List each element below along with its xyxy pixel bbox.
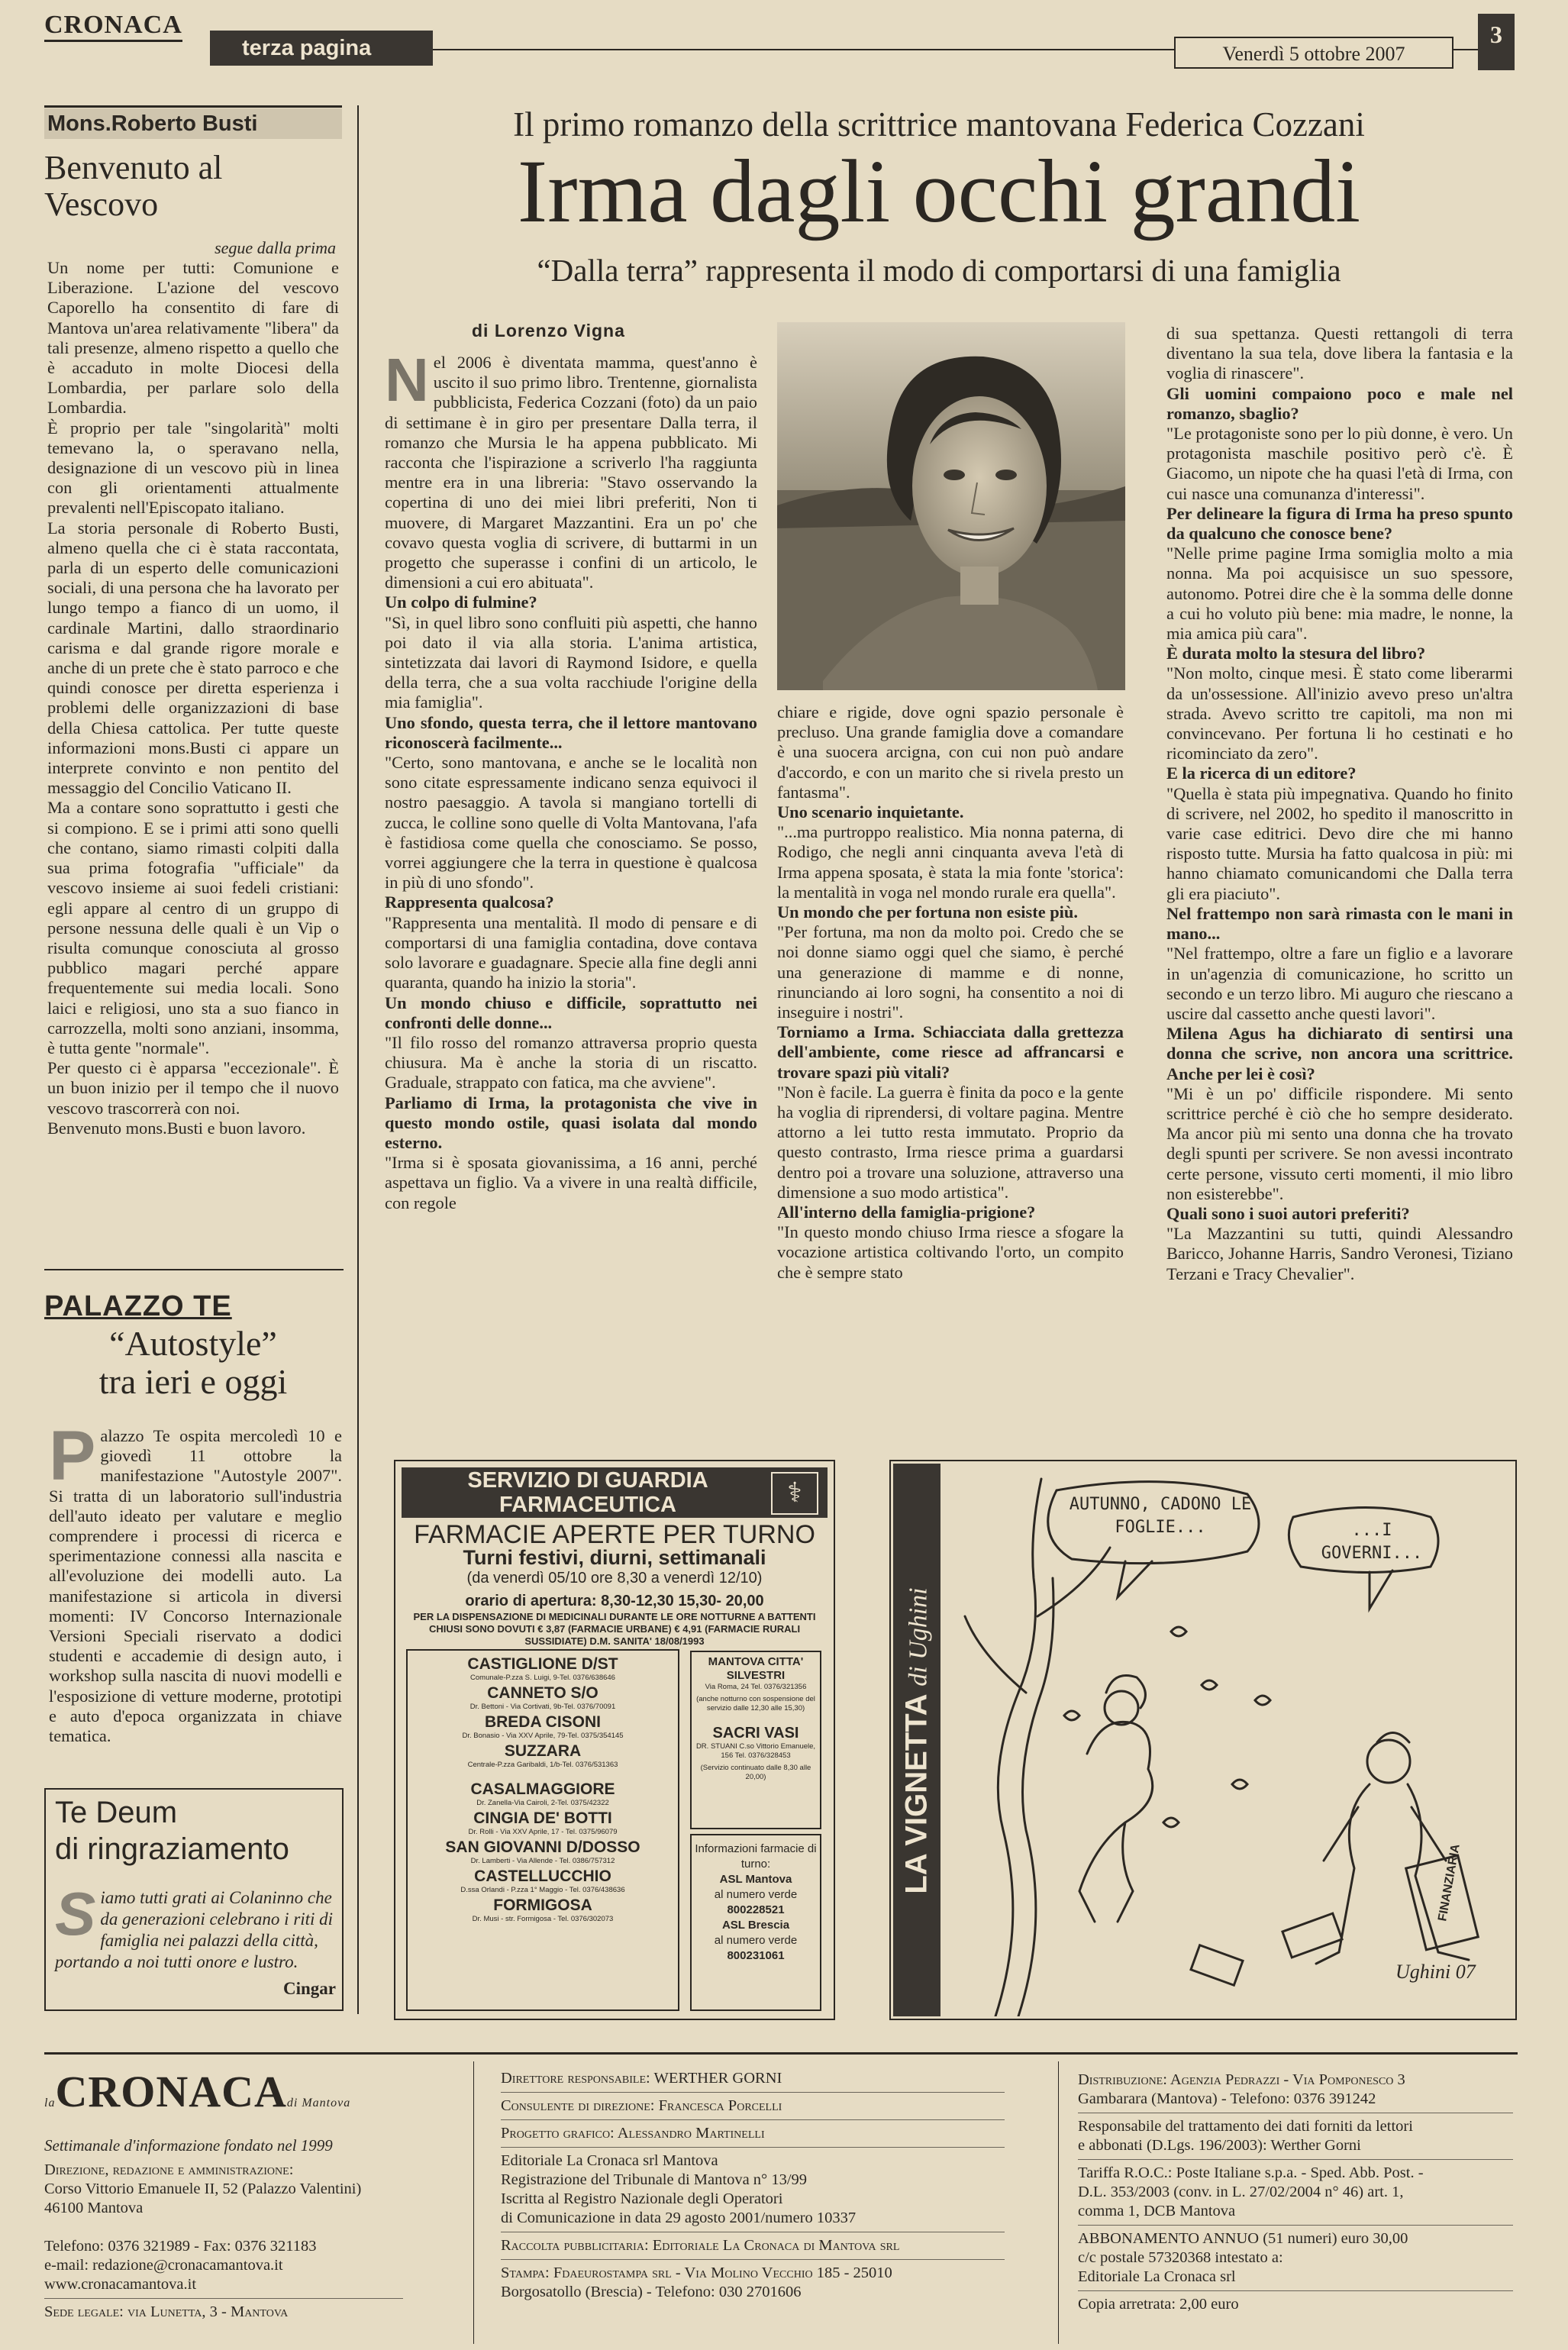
cartoon-signature: Ughini 07 (1395, 1961, 1476, 1983)
te-deum-signature: Cingar (283, 1979, 336, 1998)
interview-answer: "Le protagoniste sono per lo più donne, è vero. Un protagonista maschile positivo però c'è. È Giacomo, un nipote che ha quasi l'età di Irma, con cui nasce una comunanza d'interessi". (1166, 424, 1513, 503)
footer-line: Corso Vittorio Emanuele II, 52 (Palazzo Valentini) (44, 2181, 362, 2197)
interview-question: Parliamo di Irma, la protagonista che vive in questo mondo ostile, quasi isolata dal mondo esterno. (385, 1093, 757, 1152)
interview-answer: "Per fortuna, ma non da molto poi. Credo che se noi donne siamo oggi quel che siamo, è perché una generazione di mamme e di nonne, rinunciando ai loro sogni, ha consentito a noi di inseguire i nostri". (777, 922, 1124, 1022)
pharmacy-entry (408, 1896, 678, 1924)
pharmacy-period: (da venerdì 05/10 ore 8,30 a venerdì 12/10) (466, 1570, 763, 1587)
footer-logo-di: di Mantova (286, 2097, 351, 2110)
footer-separator (501, 2147, 1005, 2148)
pharmacy-header-line1: SERVIZIO DI GUARDIA (467, 1468, 708, 1493)
palazzo-te-title (44, 1325, 342, 1401)
column-divider (357, 105, 359, 2014)
pharmacy-town: CANNETO S/O (487, 1684, 598, 1702)
left-column-rule (44, 105, 342, 108)
palazzo-te-label: PALAZZO TE (44, 1290, 232, 1322)
pharmacy-entry (408, 1684, 678, 1712)
footer-line: ABBONAMENTO ANNUO (51 numeri) euro 30,00 (1078, 2230, 1408, 2247)
pharmacy-list (406, 1649, 679, 2011)
pharmacy-town: CASTIGLIONE D/ST (467, 1655, 618, 1673)
footer-line: Consulente di direzione: Francesca Porcelli (501, 2097, 782, 2114)
paper-left (1282, 1913, 1342, 1958)
footer-line: Direzione, redazione e amministrazione: (44, 2161, 294, 2178)
cartoon-label: LA VIGNETTA (899, 1694, 934, 1894)
footer-line: di Comunicazione in data 29 agosto 2001/numero 10337 (501, 2210, 857, 2226)
footer-line: 46100 Mantova (44, 2200, 144, 2216)
sacri-vasi-note: (Servizio continuato dalle 8,30 alle 20,00) (700, 1764, 811, 1781)
article-dropcap: N (385, 346, 429, 414)
editorial-paragraph: Un nome per tutti: Comunione e Liberazione. L'azione del vescovo Caporello ha consentito di fare di Mantova un'area relativamente "libera" da tali presenze, almeno rispetto a quello che è accaduto in molte Diocesi della Lombardia, per parlare solo della Lombardia. (47, 258, 339, 418)
footer-line: Editoriale La Cronaca srl Mantova (501, 2152, 718, 2169)
pharmacy-info-line: ASL Mantova (719, 1873, 792, 1886)
footer-line: Distribuzione: Agenzia Pedrazzi - Via Pomponesco 3 (1078, 2071, 1405, 2088)
footer-separator (44, 2298, 403, 2299)
footer-line: D.L. 353/2003 (conv. in L. 27/02/2004 n° 46) art. 1, (1078, 2184, 1404, 2200)
footer-divider-1 (473, 2061, 474, 2344)
editorial-paragraph: Per questo ci è apparsa "eccezionale". È un buon inizio per il tempo che il nuovo vescovo trascorrerà con noi. (47, 1058, 339, 1118)
woman-figure (1079, 1722, 1153, 1922)
footer-line: Progetto grafico: Alessandro Martinelli (501, 2125, 765, 2142)
pharmacy-info-line: al numero verde (714, 1888, 798, 1901)
pharmacy-town: CINGIA DE' BOTTI (473, 1809, 612, 1827)
footer-line: Responsabile del trattamento dei dati forniti da lettori (1078, 2118, 1413, 2135)
footer-line: Registrazione del Tribunale di Mantova n° 13/99 (501, 2171, 808, 2188)
interview-answer: "Certo, sono mantovana, e anche se le località non sono citate espressamente indicano senza equivoci il nostro paesaggio. A tavola si mangiano tortelli di zucca, le colline sono quelle di Volta Mantovana, l'afa è fastidiosa come quella che conosciamo. Se posso, vorrei aggiungere che la terra in questione è qualcosa in più di uno sfondo". (385, 753, 757, 893)
footer-separator (501, 2092, 1005, 2093)
interview-answer: "Mi è un po' difficile rispondere. Mi sento scrittrice perché è ciò che ho sempre desiderato. Ma ancor più mi sento una donna che ha trovato degli spunti per scrivere. Se non avessi incontrato certe persone, vissuto certi momenti, il mio libro non esisterebbe". (1166, 1083, 1513, 1203)
footer-line: Editoriale La Cronaca srl (1078, 2268, 1236, 2285)
footer-logo-text: CRONACA (55, 2067, 287, 2116)
editorial-paragraph: La storia personale di Roberto Busti, almeno quella che ci è stata raccontata, parla di un esperto delle comunicazioni sociali, di una persona che ha lavorato per lungo tempo a fianco di un uomo, il cardinale Martini, dallo straordinario carisma e dal grande rigore morale e anche di un prete che è stato parroco e che quindi conosce per diretta esperienza i problemi delle organizzazioni di base della Chiesa cattolica. Per tutte queste informazioni mons.Busti ci appare un interprete convinto e non pentito del messaggio del Concilio Vaticano II. (47, 518, 339, 798)
footer-line: comma 1, DCB Mantova (1078, 2203, 1236, 2219)
interview-answer: "In questo mondo chiuso Irma riesce a sfogare la vocazione artistica coltivando l'orto, un compito che è sempre stato (777, 1222, 1124, 1282)
mantova-title: MANTOVA CITTA' SILVESTRI (708, 1655, 804, 1682)
te-deum-title-line2: di ringraziamento (55, 1832, 289, 1866)
interview-answer: "Non molto, cinque mesi. È stato come liberarmi da un'ossessione. All'inizio avevo preso un'altra strada. Avevo scritto tre capitoli, ma non mi convincevano. Per fortuna li ho cestinati e ho ricominciato da zero". (1166, 663, 1513, 763)
briefcase-label: FINANZIARIA (1436, 1843, 1463, 1922)
interview-question: Milena Agus ha dichiarato di sentirsi una donna che scrive, non ancora una scrittrice. Anche per lei è così? (1166, 1024, 1513, 1083)
editorial-continued-note: segue dalla prima (215, 238, 336, 257)
footer-rule (44, 2052, 1518, 2055)
article-title: Irma dagli occhi grandi (517, 141, 1361, 241)
pharmacy-address: Centrale-P.zza Garibaldi, 1/b-Tel. 0376/531363 (467, 1761, 618, 1769)
editorial-body (47, 258, 339, 1138)
interview-question: Uno scenario inquietante. (777, 802, 964, 822)
pharmacy-address: Dr. Bonasio - Via XXV Aprile, 79-Tel. 0375/354145 (462, 1732, 624, 1740)
footer-line: Stampa: Fdaeurostampa srl - Via Molino Vecchio 185 - 25010 (501, 2264, 892, 2281)
footer-line: Copia arretrata: 2,00 euro (1078, 2296, 1239, 2313)
interview-question: Un mondo chiuso e difficile, soprattutto nei confronti delle donne... (385, 993, 757, 1032)
interview-answer: di sua spettanza. Questi rettangoli di terra diventano la sua tela, dove libera la fantasia e la voglia di rinascere". (1166, 324, 1513, 383)
author-photo (777, 322, 1125, 690)
interview-answer: "Non è facile. La guerra è finita da poco e la gente ha voglia di riprendersi, di voltare pagina. Mentre attorno a lei tutto resta immutato. Proprio da questo contrasto, Irma riesce prima a guardarsi dentro poi a trovare una soluzione, attraverso una dimensione a suo modo artistica". (777, 1082, 1124, 1202)
footer-separator (501, 2259, 1005, 2260)
caduceus-icon: ⚕ (771, 1472, 818, 1515)
sacri-vasi-title: SACRI VASI (712, 1725, 799, 1742)
pharmacy-address: Dr. Bettoni - Via Cortivati, 9b-Tel. 0376/70091 (469, 1703, 616, 1711)
pharmacy-town: SAN GIOVANNI D/DOSSO (445, 1838, 640, 1856)
interview-answer (385, 346, 757, 592)
interview-answer: "Il filo rosso del romanzo attraversa proprio questa chiusura. Ma è anche la storia di un riscatto. Graduale, strappato con fatica, ma che avviene". (385, 1032, 757, 1093)
pharmacy-entry (408, 1838, 678, 1866)
footer-line: Direttore responsabile: WERTHER GORNI (501, 2070, 782, 2087)
interview-answer: "Sì, in quel libro sono confluiti più aspetti, che hanno poi dato il via alla storia. L'anima artistica, sintetizzata dai lavori di Raymond Isidore, e quella della terra, che a sua volta racchiude l'origine della mia famiglia". (385, 612, 757, 712)
cartoon-author: di Ughini (904, 1587, 933, 1687)
pharmacy-town: SUZZARA (504, 1742, 582, 1760)
section-label: terza pagina (210, 31, 433, 66)
palazzo-te-dropcap: P (49, 1417, 96, 1495)
man-head (1367, 1740, 1410, 1783)
footer-column-2 (501, 2069, 1005, 2302)
palazzo-te-text: alazzo Te ospita mercoledì 10 e giovedì 11 ottobre la manifestazione "Autostyle 2007". Si tratta di un laboratorio sull'industria dell'auto ideato per valutare e meglio comprendere i processi di ricerca e sperimentazione connessi alla nascita e all'evoluzione dei modelli auto. La manifestazione si articola in diversi momenti: IV Concorso Internazionale Versioni Speciali riservato a dodici studenti e accademie di design auto, i workshop sulla nascita di nuovi modelli e l'esposizione di vetture moderne, prototipi e auto d'epoca organizzata in chiave tematica. (49, 1426, 342, 1746)
footer-line: Tariffa R.O.C.: Poste Italiane s.p.a. - Sped. Abb. Post. - (1078, 2164, 1424, 2181)
te-deum-dropcap: S (55, 1880, 96, 1948)
interview-question: Per delineare la figura di Irma ha preso spunto da qualcuno che conosce bene? (1166, 503, 1513, 544)
editorial-paragraph: Benvenuto mons.Busti e buon lavoro. (47, 1118, 306, 1138)
footer-separator (1078, 2159, 1513, 2160)
pharmacy-info-line: Informazioni farmacie di turno: (695, 1842, 817, 1871)
pharmacy-town: CASALMAGGIORE (470, 1780, 615, 1798)
footer-column-3 (1078, 2071, 1513, 2314)
pharmacy-address: Dr. Zanella-Via Cairoli, 2-Tel. 0375/42322 (476, 1799, 609, 1807)
speech-bubble-1-text: AUTUNNO, CADONO LE FOGLIE... (1069, 1495, 1252, 1537)
paper-right (1191, 1945, 1243, 1985)
pharmacy-address: Dr. Musi - str. Formigosa - Tel. 0376/302073 (472, 1915, 614, 1923)
pharmacy-address: Comunale-P.zza S. Luigi, 9-Tel. 0376/638646 (470, 1674, 615, 1682)
footer-logo-la: la (44, 2097, 56, 2110)
te-deum-title-line1: Te Deum (55, 1796, 178, 1829)
interview-answer: "Nelle prime pagine Irma somiglia molto a mia nonna. Ma poi acquisisce un suo spessore, autonomo. Potrei dire che è la somma delle donne a cui ho voluto più bene: mia madre, le nonne, la mia amica più cara". (1166, 544, 1513, 644)
te-deum-text: iamo tutti grati ai Colaninno che da generazioni celebrano i riti di famiglia nei palazzi della città, portando a noi tutti onore e lustro. (55, 1888, 334, 1971)
pharmacy-info-box (690, 1834, 821, 2011)
issue-date: Venerdì 5 ottobre 2007 (1174, 37, 1453, 69)
article-column-2 (777, 702, 1124, 1283)
article-kicker: Il primo romanzo della scrittrice mantovana Federica Cozzani (513, 105, 1365, 144)
interview-question: E la ricerca di un editore? (1166, 763, 1357, 783)
interview-question: Uno sfondo, questa terra, che il lettore mantovano riconoscerà facilmente... (385, 712, 757, 752)
editorial-paragraph: È proprio per tale "singolarità" molti temevano la, o speravano nella, designazione di un vescovo più in linea con gli orientamenti attualmente prevalenti nell'Episcopato italiano. (47, 418, 339, 518)
pharmacy-heading: FARMACIE APERTE PER TURNO (414, 1520, 815, 1549)
footer-line: Sede legale: via Lunetta, 3 - Mantova (44, 2303, 289, 2320)
interview-answer: "...ma purtroppo realistico. Mia nonna paterna, di Rodigo, che negli anni cinquanta aveva l'età di Irma appena sposata, è stata la mia fonte 'storica': la mentalità in voga nel mondo rurale era quella". (777, 822, 1124, 902)
pharmacy-town: BREDA CISONI (484, 1713, 602, 1731)
pharmacy-night-fees: PER LA DISPENSAZIONE DI MEDICINALI DURANTE LE ORE NOTTURNE A BATTENTI CHIUSI SONO DOVUTI € 3,87 (FARMACIE URBANE) € 4,91 (FARMACIE RURALI SUSSIDIATE) D.M. SANITA' 18/08/1993 (413, 1611, 816, 1647)
footer-separator (501, 2119, 1005, 2120)
footer-line: c/c postale 57320368 intestato a: (1078, 2249, 1283, 2266)
te-deum-title (55, 1794, 337, 1867)
footer-column-1 (44, 2161, 403, 2322)
editorial-title: Benvenuto al Vescovo (44, 149, 223, 223)
mantova-address: Via Roma, 24 Tel. 0376/321356 (705, 1683, 807, 1691)
pharmacy-subheading: Turni festivi, diurni, settimanali (463, 1546, 766, 1569)
sacri-vasi-address: DR. STUANI C.so Vittorio Emanuele, 156 Tel. 0376/328453 (695, 1742, 816, 1760)
interview-question: È durata molto la stesura del libro? (1166, 644, 1426, 663)
footer-line: Raccolta pubblicitaria: Editoriale La Cronaca di Mantova srl (501, 2237, 900, 2254)
pharmacy-entry (408, 1867, 678, 1895)
footer-line: e abbonati (D.Lgs. 196/2003): Werther Gorni (1078, 2137, 1361, 2154)
footer-line: Iscritta al Registro Nazionale degli Operatori (501, 2190, 783, 2207)
footer-line: www.cronacamantova.it (44, 2276, 197, 2293)
footer-divider-2 (1058, 2061, 1059, 2344)
interview-answer: chiare e rigide, dove ogni spazio personale è precluso. Una grande famiglia dove a comandare è una suocera arcigna, con cui non può andare d'accordo, e con un marito che si rivela presto un fantasma". (777, 702, 1124, 802)
interview-question: Nel frattempo non sarà rimasta con le mani in mano... (1166, 903, 1513, 944)
interview-answer: "Irma si è sposata giovanissima, a 16 anni, perché aspettava un figlio. Va a vivere in una realtà difficile, con regole (385, 1153, 757, 1212)
pharmacy-info-line: al numero verde (714, 1934, 798, 1947)
interview-question: All'interno della famiglia-prigione? (777, 1202, 1036, 1222)
editorial-paragraph: Ma a contare sono soprattutto i gesti che si compiono. E se i primi atti sono quelli che contano, siamo rimasti colpiti dalla sua prima fotografia "ufficiale" da vescovo insieme ai suoi fedeli cristiani: egli appare al centro di un gruppo di persone nessuna delle quali è un Vip o risulta comunque conosciuta al grosso pubblico magari perché appare frequentemente sui media locali. Sono laici e religiosi, uno sta a suo fianco in carrozzella, molti sono anziani, insomma, è tutta gente "normale". (47, 798, 339, 1057)
pharmacy-town: FORMIGOSA (493, 1896, 592, 1914)
footer-separator (1078, 2290, 1513, 2291)
interview-question: Gli uomini compaiono poco e male nel romanzo, sbaglio? (1166, 383, 1513, 423)
pharmacy-hours: orario di apertura: 8,30-12,30 15,30- 20,00 (465, 1593, 764, 1609)
interview-question: Rappresenta qualcosa? (385, 893, 554, 912)
footer-logo (44, 2066, 350, 2117)
pharmacy-entry (408, 1713, 678, 1741)
article-column-1 (385, 346, 757, 1213)
interview-answer: "La Mazzantini su tutti, quindi Alessandro Baricco, Johanne Harris, Sandro Veronesi, Tiziano Terzani e Tracy Chevalier". (1166, 1224, 1513, 1283)
footer-line: Telefono: 0376 321989 - Fax: 0376 321183 (44, 2238, 317, 2255)
article-byline: di Lorenzo Vigna (472, 321, 625, 341)
footer-tagline: Settimanale d'informazione fondato nel 1999 (44, 2136, 333, 2155)
section-divider (44, 1269, 344, 1270)
pharmacy-entry (408, 1742, 678, 1770)
speech-bubble-2-text: ...I GOVERNI... (1321, 1521, 1423, 1563)
article-subtitle: “Dalla terra” rappresenta il modo di comportarsi di una famiglia (537, 253, 1341, 288)
interview-answer: "Rappresenta una mentalità. Il modo di pensare e di comportarsi di una famiglia contadina, dove contava solo lavorare e guadagnare. Specie alla fine degli anni quaranta, quando ha inizio la storia". (385, 912, 757, 993)
pharmacy-address: D.ssa Orlandi - P.zza 1° Maggio - Tel. 0376/438636 (460, 1886, 625, 1894)
pharmacy-entry (408, 1780, 678, 1808)
interview-answer: "Quella è stata più impegnativa. Quando ho finito di scrivere, nel 2002, ho spedito il manoscritto in varie case editrici. Devo dire che mi hanno risposto tutte. Mursia ha fatto qualcosa in più: mi hanno chiamato comunicandomi che Dalla terra gli era piaciuto". (1166, 783, 1513, 903)
interview-question: Quali sono i suoi autori preferiti? (1166, 1203, 1410, 1223)
palazzo-te-title-line2: tra ieri e oggi (98, 1362, 288, 1401)
masthead-logo: CRONACA (44, 11, 182, 42)
interview-question: Un mondo che per fortuna non esiste più. (777, 902, 1078, 922)
pharmacy-entry (408, 1655, 678, 1683)
palazzo-te-title-line1: “Autostyle” (109, 1324, 277, 1363)
footer-separator (1078, 2225, 1513, 2226)
pharmacy-info-line: 800231061 (727, 1949, 785, 1962)
interview-question: Un colpo di fulmine? (385, 592, 537, 612)
pharmacy-info-line: 800228521 (727, 1903, 785, 1916)
article-column-3 (1166, 324, 1513, 1284)
footer-line: Gambarara (Mantova) - Telefono: 0376 391242 (1078, 2090, 1376, 2107)
pharmacy-mantova-box (690, 1651, 821, 1829)
pharmacy-header-line2: FARMACEUTICA (499, 1493, 676, 1517)
interview-answer: "Nel frattempo, oltre a fare un figlio e a lavorare in un'agenzia di comunicazione, ho scritto un secondo e un terzo libro. Mi auguro che riescano a uscire dal cassetto anche questi lavori". (1166, 944, 1513, 1023)
man-body (1324, 1784, 1446, 1952)
te-deum-body (55, 1880, 337, 1973)
pharmacy-entry (408, 1809, 678, 1837)
footer-line: e-mail: redazione@cronacamantova.it (44, 2257, 283, 2274)
palazzo-te-body (49, 1417, 342, 1746)
footer-line: Borgosatollo (Brescia) - Telefono: 030 2701606 (501, 2284, 802, 2300)
interview-question: Torniamo a Irma. Schiacciata dalla grettezza dell'ambiente, come riesce ad affrancarsi e trovare spazi più vitali? (777, 1022, 1124, 1082)
mantova-note: (anche notturno con sospensione del servizio dalle 12,30 alle 15,30) (696, 1695, 815, 1712)
pharmacy-address: Dr. Rolli - Via XXV Aprile, 17 - Tel. 0375/96079 (468, 1828, 618, 1836)
page-number: 3 (1478, 14, 1515, 70)
article-lead: el 2006 è diventata mamma, quest'anno è uscito il suo primo libro. Trentenne, giornalista pubblicista, Federica Cozzani (foto) da un paio di settimane è in giro per presentare Dalla terra, il romanzo che Mursia le ha appena pubblicato. Mi racconta che l'ispirazione a scriverlo l'ha raggiunta mentre era in una libreria: "Stavo osservando la copertina di uno dei miei libri preferiti, Non ti muovere, di Margaret Mazzantini. Era un po' che covavo questa voglia di scrivere, di buttarmi in un progetto che superasse i confini di un articolo, le dimensioni a cui ero abituata". (385, 353, 757, 592)
editorial-author: Mons.Roberto Busti (44, 108, 342, 139)
footer-line (44, 2218, 403, 2237)
cartoon-side-label (900, 1474, 934, 2008)
pharmacy-info-line: ASL Brescia (721, 1919, 790, 1932)
pharmacy-address: Dr. Lamberti - Via Allende - Tel. 0386/757312 (470, 1857, 615, 1865)
pharmacy-town: CASTELLUCCHIO (474, 1867, 611, 1885)
